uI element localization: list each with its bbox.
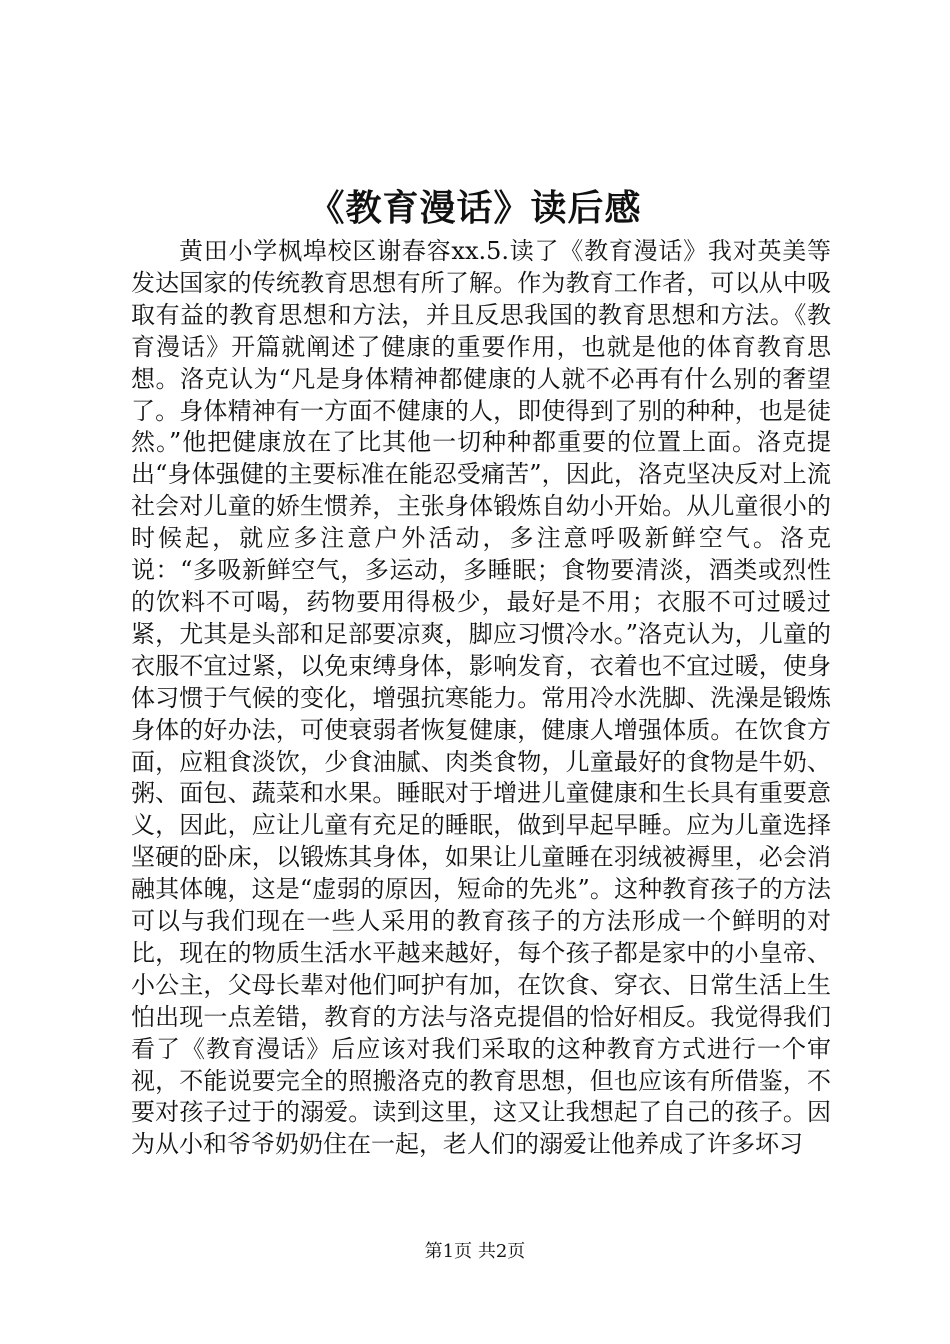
page-number-footer: 第1页 共2页 bbox=[424, 1241, 526, 1262]
document-title: 《教育漫话》读后感 bbox=[308, 187, 642, 229]
document-body-paragraph: 黄田小学枫埠校区谢春容xx.5.读了《教育漫话》我对英美等发达国家的传统教育思想有所了解。作为教育工作者，可以从中吸取有益的教育思想和方法，并且反思我国的教育思想和方法。《教育漫话》开篇就阐述了健康的重要作用，也就是他的体育教育思想。洛克认为“凡是身体精神都健康的人就不必再有什么别的奢望了。身体精神有一方面不健康的人，即使得到了别的种种，也是徒然。”他把健康放在了比其他一切种种都重要的位置上面。洛克提出“身体强健的主要标准在能忍受痛苦”，因此，洛克坚决反对上流社会对儿童的娇生惯养，主张身体锻炼自幼小开始。从儿童很小的时候起，就应多注意户外活动，多注意呼吸新鲜空气。洛克说：“多吸新鲜空气，多运动，多睡眠；食物要清淡，酒类或烈性的饮料不可喝，药物要用得极少，最好是不用；衣服不可过暖过紧，尤其是头部和足部要凉爽，脚应习惯冷水。”洛克认为，儿童的衣服不宜过紧，以免束缚身体，影响发育，衣着也不宜过暖，使身体习惯于气候的变化，增强抗寒能力。常用冷水洗脚、洗澡是锻炼身体的好办法，可使衰弱者恢复健康，健康人增强体质。在饮食方面，应粗食淡饮，少食油腻、肉类食物，儿童最好的食物是牛奶、粥、面包、蔬菜和水果。睡眠对于增进儿童健康和生长具有重要意义，因此，应让儿童有充足的睡眠，做到早起早睡。应为儿童选择坚硬的卧床，以锻炼其身体，如果让儿童睡在羽绒被褥里，必会消融其体魄，这是“虚弱的原因，短命的先兆”。这种教育孩子的方法可以与我们现在一些人采用的教育孩子的方法形成一个鲜明的对比，现在的物质生活水平越来越好，每个孩子都是家中的小皇帝、小公主，父母长辈对他们呵护有加，在饮食、穿衣、日常生活上生怕出现一点差错，教育的方法与洛克提倡的恰好相反。我觉得我们看了《教育漫话》后应该对我们采取的这种教育方式进行一个审视，不能说要完全的照搬洛克的教育思想，但也应该有所借鉴，不要对孩子过于的溺爱。读到这里，这又让我想起了自己的孩子。因为从小和爷爷奶奶住在一起，老人们的溺爱让他养成了许多坏习 bbox=[131, 237, 831, 1159]
